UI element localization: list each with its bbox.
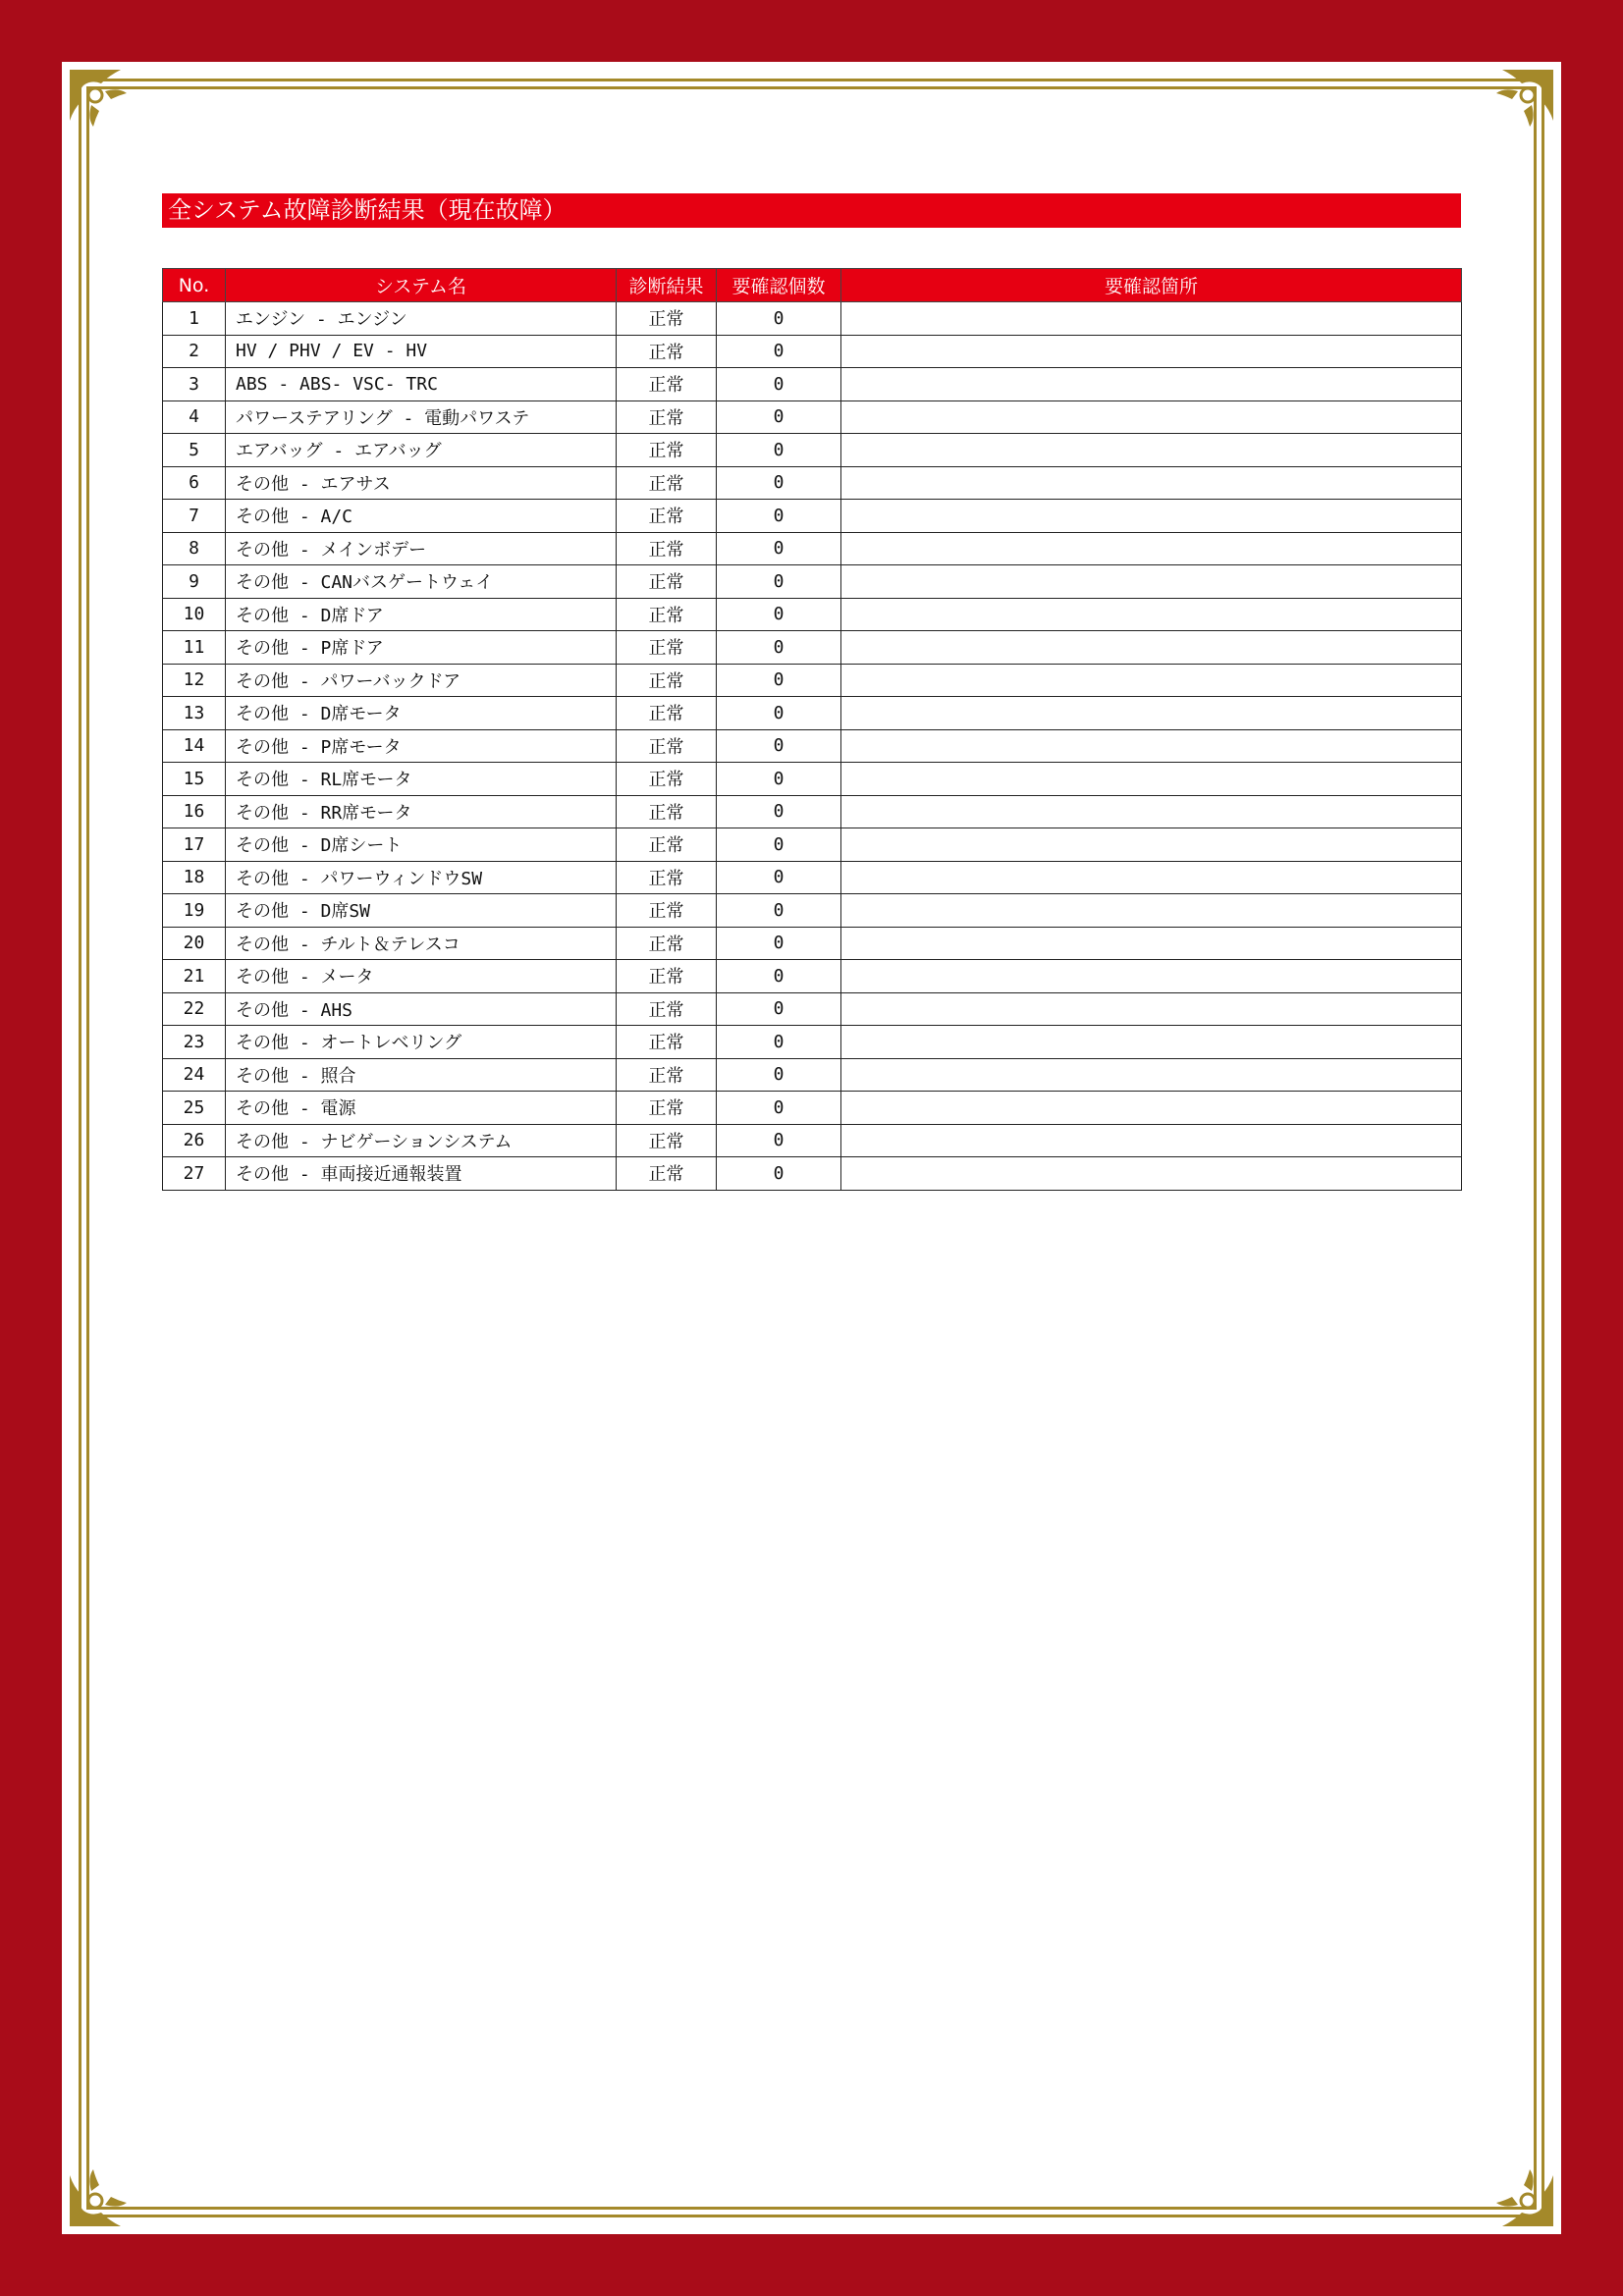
row-result: 正常 <box>617 434 717 467</box>
row-no: 19 <box>163 894 226 928</box>
row-no: 24 <box>163 1058 226 1092</box>
row-result: 正常 <box>617 565 717 599</box>
row-result: 正常 <box>617 302 717 336</box>
table-row <box>163 565 1462 599</box>
row-result: 正常 <box>617 631 717 665</box>
row-system-name: その他 - オートレベリング <box>226 1026 617 1059</box>
row-no: 26 <box>163 1124 226 1157</box>
row-no: 6 <box>163 466 226 500</box>
row-location <box>841 763 1462 796</box>
row-no: 1 <box>163 302 226 336</box>
row-count: 0 <box>717 1092 841 1125</box>
row-system-name: その他 - 照合 <box>226 1058 617 1092</box>
table-row <box>163 1058 1462 1092</box>
row-count: 0 <box>717 795 841 828</box>
row-location <box>841 466 1462 500</box>
row-count: 0 <box>717 729 841 763</box>
table-row <box>163 664 1462 697</box>
row-system-name: その他 - P席ドア <box>226 631 617 665</box>
row-location <box>841 927 1462 960</box>
row-system-name: エアバッグ - エアバッグ <box>226 434 617 467</box>
table-header-row <box>163 269 1462 302</box>
row-no: 25 <box>163 1092 226 1125</box>
row-location <box>841 598 1462 631</box>
table-row <box>163 466 1462 500</box>
ornament-corner-icon <box>62 2146 150 2234</box>
row-count: 0 <box>717 532 841 565</box>
row-result: 正常 <box>617 466 717 500</box>
row-location <box>841 1157 1462 1191</box>
row-no: 2 <box>163 335 226 368</box>
table-row <box>163 368 1462 401</box>
row-count: 0 <box>717 894 841 928</box>
row-no: 16 <box>163 795 226 828</box>
row-system-name: その他 - RL席モータ <box>226 763 617 796</box>
ornament-corner-icon <box>62 62 150 150</box>
table-row <box>163 729 1462 763</box>
row-no: 15 <box>163 763 226 796</box>
row-location <box>841 1026 1462 1059</box>
row-no: 13 <box>163 697 226 730</box>
row-system-name: その他 - パワーバックドア <box>226 664 617 697</box>
header-result: 診断結果 <box>617 269 717 302</box>
table-row <box>163 302 1462 336</box>
row-system-name: その他 - D席モータ <box>226 697 617 730</box>
row-count: 0 <box>717 631 841 665</box>
row-count: 0 <box>717 302 841 336</box>
header-no: No. <box>163 269 226 302</box>
row-result: 正常 <box>617 664 717 697</box>
table-row <box>163 697 1462 730</box>
table-row <box>163 400 1462 434</box>
row-no: 21 <box>163 960 226 993</box>
row-location <box>841 532 1462 565</box>
row-location <box>841 664 1462 697</box>
row-count: 0 <box>717 861 841 894</box>
row-location <box>841 368 1462 401</box>
row-no: 17 <box>163 828 226 862</box>
row-no: 10 <box>163 598 226 631</box>
table-row <box>163 1157 1462 1191</box>
row-system-name: その他 - D席SW <box>226 894 617 928</box>
row-result: 正常 <box>617 335 717 368</box>
row-system-name: HV / PHV / EV - HV <box>226 335 617 368</box>
row-result: 正常 <box>617 1026 717 1059</box>
row-system-name: その他 - RR席モータ <box>226 795 617 828</box>
table-row <box>163 1124 1462 1157</box>
table-row <box>163 828 1462 862</box>
row-count: 0 <box>717 598 841 631</box>
row-location <box>841 729 1462 763</box>
row-result: 正常 <box>617 1124 717 1157</box>
row-location <box>841 795 1462 828</box>
row-count: 0 <box>717 1124 841 1157</box>
row-location <box>841 960 1462 993</box>
row-location <box>841 861 1462 894</box>
header-count: 要確認個数 <box>717 269 841 302</box>
row-system-name: その他 - メータ <box>226 960 617 993</box>
row-system-name: その他 - パワーウィンドウSW <box>226 861 617 894</box>
row-no: 14 <box>163 729 226 763</box>
row-system-name: その他 - ナビゲーションシステム <box>226 1124 617 1157</box>
row-system-name: その他 - D席ドア <box>226 598 617 631</box>
diagnosis-results-table <box>162 268 1462 1191</box>
row-system-name: パワーステアリング - 電動パワステ <box>226 400 617 434</box>
row-result: 正常 <box>617 729 717 763</box>
row-system-name: その他 - D席シート <box>226 828 617 862</box>
row-system-name: その他 - 電源 <box>226 1092 617 1125</box>
row-location <box>841 697 1462 730</box>
row-count: 0 <box>717 1058 841 1092</box>
row-location <box>841 894 1462 928</box>
row-location <box>841 828 1462 862</box>
row-count: 0 <box>717 1157 841 1191</box>
row-system-name: その他 - A/C <box>226 500 617 533</box>
row-result: 正常 <box>617 894 717 928</box>
row-system-name: ABS - ABS- VSC- TRC <box>226 368 617 401</box>
row-location <box>841 1092 1462 1125</box>
row-result: 正常 <box>617 795 717 828</box>
row-result: 正常 <box>617 368 717 401</box>
row-no: 22 <box>163 992 226 1026</box>
row-location <box>841 335 1462 368</box>
row-count: 0 <box>717 466 841 500</box>
row-no: 12 <box>163 664 226 697</box>
table-row <box>163 434 1462 467</box>
header-system-name: システム名 <box>226 269 617 302</box>
row-no: 9 <box>163 565 226 599</box>
row-count: 0 <box>717 960 841 993</box>
row-no: 4 <box>163 400 226 434</box>
row-location <box>841 1124 1462 1157</box>
row-no: 27 <box>163 1157 226 1191</box>
table-row <box>163 1092 1462 1125</box>
table-row <box>163 960 1462 993</box>
row-count: 0 <box>717 1026 841 1059</box>
row-result: 正常 <box>617 960 717 993</box>
row-count: 0 <box>717 992 841 1026</box>
row-system-name: その他 - エアサス <box>226 466 617 500</box>
table-row <box>163 598 1462 631</box>
ornament-corner-icon <box>1473 62 1561 150</box>
row-system-name: その他 - メインボデー <box>226 532 617 565</box>
row-location <box>841 434 1462 467</box>
table-row <box>163 532 1462 565</box>
ornament-corner-icon <box>1473 2146 1561 2234</box>
row-location <box>841 400 1462 434</box>
row-location <box>841 992 1462 1026</box>
row-result: 正常 <box>617 598 717 631</box>
table-row <box>163 631 1462 665</box>
row-result: 正常 <box>617 763 717 796</box>
row-system-name: その他 - チルト＆テレスコ <box>226 927 617 960</box>
row-result: 正常 <box>617 927 717 960</box>
table-row <box>163 894 1462 928</box>
table-row <box>163 992 1462 1026</box>
report-page <box>62 62 1561 2234</box>
row-count: 0 <box>717 368 841 401</box>
row-no: 20 <box>163 927 226 960</box>
row-count: 0 <box>717 828 841 862</box>
row-system-name: その他 - P席モータ <box>226 729 617 763</box>
row-count: 0 <box>717 927 841 960</box>
row-result: 正常 <box>617 500 717 533</box>
row-result: 正常 <box>617 828 717 862</box>
table-row <box>163 795 1462 828</box>
table-row <box>163 335 1462 368</box>
row-no: 18 <box>163 861 226 894</box>
row-location <box>841 500 1462 533</box>
row-count: 0 <box>717 434 841 467</box>
row-system-name: その他 - CANバスゲートウェイ <box>226 565 617 599</box>
row-result: 正常 <box>617 532 717 565</box>
row-no: 23 <box>163 1026 226 1059</box>
row-no: 7 <box>163 500 226 533</box>
row-location <box>841 302 1462 336</box>
table-row <box>163 500 1462 533</box>
row-count: 0 <box>717 335 841 368</box>
row-count: 0 <box>717 565 841 599</box>
table-row <box>163 1026 1462 1059</box>
table-row <box>163 927 1462 960</box>
row-count: 0 <box>717 500 841 533</box>
row-count: 0 <box>717 697 841 730</box>
row-no: 3 <box>163 368 226 401</box>
row-result: 正常 <box>617 1157 717 1191</box>
page-title: 全システム故障診断結果（現在故障） <box>162 193 1461 228</box>
header-location: 要確認箇所 <box>841 269 1462 302</box>
row-result: 正常 <box>617 1058 717 1092</box>
row-location <box>841 1058 1462 1092</box>
row-no: 8 <box>163 532 226 565</box>
row-count: 0 <box>717 664 841 697</box>
row-count: 0 <box>717 763 841 796</box>
table-row <box>163 861 1462 894</box>
table-row <box>163 763 1462 796</box>
row-result: 正常 <box>617 861 717 894</box>
row-no: 5 <box>163 434 226 467</box>
row-result: 正常 <box>617 1092 717 1125</box>
row-system-name: エンジン - エンジン <box>226 302 617 336</box>
row-system-name: その他 - 車両接近通報装置 <box>226 1157 617 1191</box>
row-location <box>841 565 1462 599</box>
row-result: 正常 <box>617 992 717 1026</box>
row-count: 0 <box>717 400 841 434</box>
row-result: 正常 <box>617 697 717 730</box>
row-result: 正常 <box>617 400 717 434</box>
row-location <box>841 631 1462 665</box>
row-no: 11 <box>163 631 226 665</box>
row-system-name: その他 - AHS <box>226 992 617 1026</box>
